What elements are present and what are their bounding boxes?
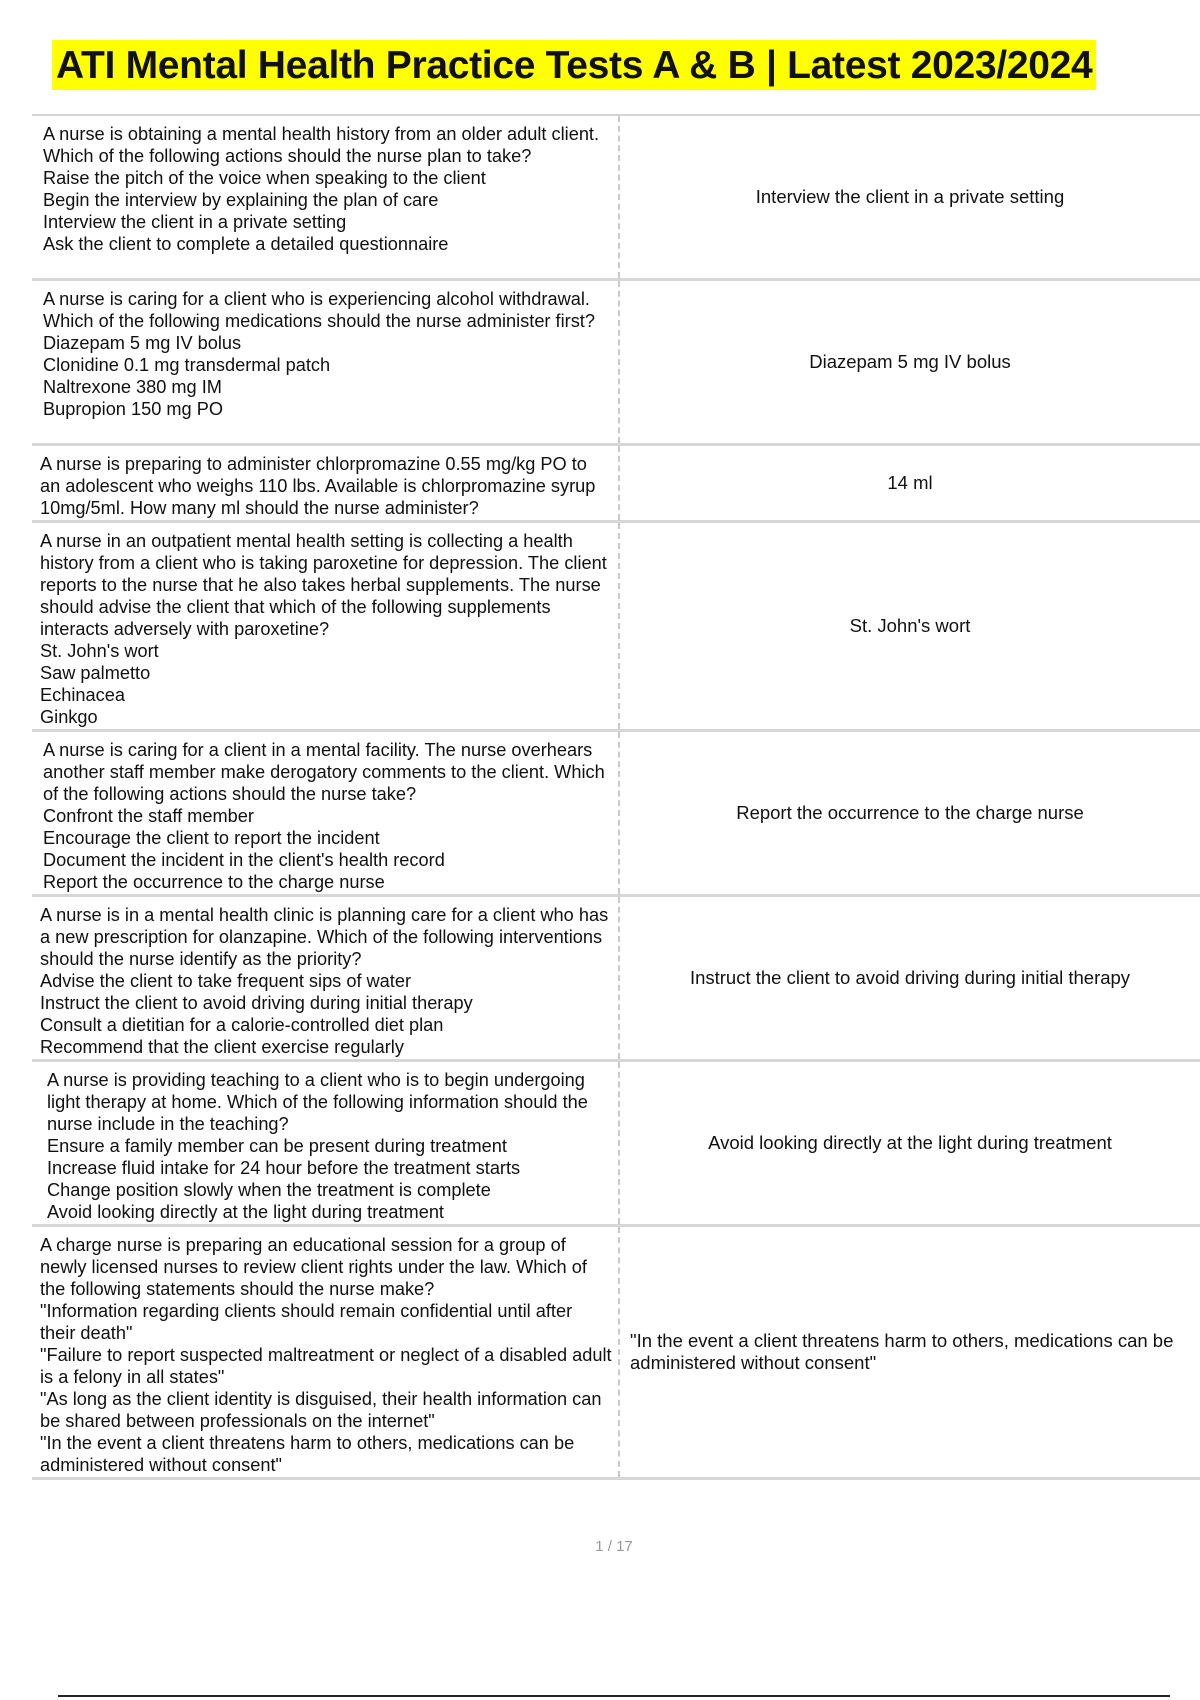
answer-option: Raise the pitch of the voice when speaking to the client xyxy=(43,168,486,188)
answer-cell xyxy=(620,523,1200,729)
document-title-text: ATI Mental Health Practice Tests A & B | Latest 2023/2024 xyxy=(56,43,1093,87)
answer-cell xyxy=(620,897,1200,1059)
answer-option: "As long as the client identity is disguised, their health information can be shared between professionals on the internet" xyxy=(40,1389,602,1431)
answer-cell xyxy=(620,116,1200,278)
question-stem: A nurse is obtaining a mental health history from an older adult client. Which of the following actions should the nurse plan to take? xyxy=(43,124,600,166)
question-stem: A nurse is caring for a client in a mental facility. The nurse overhears another staff member make derogatory comments to the client. Which of the following actions should the nurse take? xyxy=(43,740,605,804)
question-stem: A nurse is preparing to administer chlorpromazine 0.55 mg/kg PO to an adolescent who weighs 110 lbs. Available is chlorpromazine syrup 10mg/5ml. How many ml should the nurse administer? xyxy=(40,454,596,518)
answer-cell xyxy=(620,732,1200,894)
question-cell xyxy=(32,523,620,729)
correct-answer: Diazepam 5 mg IV bolus xyxy=(809,351,1011,372)
answer-option: Report the occurrence to the charge nurse xyxy=(43,872,385,892)
answer-option: Bupropion 150 mg PO xyxy=(43,399,223,419)
answer-option: Recommend that the client exercise regularly xyxy=(40,1037,404,1057)
correct-answer: 14 ml xyxy=(887,472,933,493)
answer-option: Interview the client in a private setting xyxy=(43,212,347,232)
answer-option: Document the incident in the client's health record xyxy=(43,850,445,870)
correct-answer: St. John's wort xyxy=(849,615,971,636)
answer-option: "Information regarding clients should remain confidential until after their death" xyxy=(40,1301,573,1343)
correct-answer: Interview the client in a private setting xyxy=(755,186,1065,207)
answer-option: Consult a dietitian for a calorie-controlled diet plan xyxy=(40,1015,444,1035)
answer-cell xyxy=(620,1062,1200,1224)
answer-option: Ensure a family member can be present during treatment xyxy=(47,1136,507,1156)
question-stem: A nurse is providing teaching to a client who is to begin undergoing light therapy at home. Which of the following information should the nurse include in the teaching? xyxy=(47,1070,588,1134)
question-cell xyxy=(32,116,620,278)
correct-answer: Instruct the client to avoid driving during initial therapy xyxy=(689,967,1131,988)
question-cell xyxy=(32,1227,620,1477)
qa-row-3 xyxy=(32,446,1200,523)
answer-option: Saw palmetto xyxy=(40,663,151,683)
question-cell xyxy=(32,1062,620,1224)
qa-row-8 xyxy=(32,1227,1200,1480)
question-cell xyxy=(32,446,620,520)
question-cell xyxy=(32,897,620,1059)
document-title xyxy=(52,40,1096,90)
qa-row-7 xyxy=(32,1062,1200,1227)
question-stem: A nurse is caring for a client who is experiencing alcohol withdrawal. Which of the following medications should the nurse administer first? xyxy=(43,289,595,331)
answer-cell xyxy=(620,1227,1200,1477)
correct-answer: "In the event a client threatens harm to others, medications can be administered without consent" xyxy=(630,1330,1174,1373)
answer-option: Echinacea xyxy=(40,685,125,705)
answer-option: Increase fluid intake for 24 hour before the treatment starts xyxy=(47,1158,521,1178)
qa-row-4 xyxy=(32,523,1200,732)
question-stem: A nurse in an outpatient mental health setting is collecting a health history from a client who is taking paroxetine for depression. The client reports to the nurse that he also takes herbal supplements. The nurse should advise the client that which of the following supplements interacts adversely with paroxetine? xyxy=(40,531,607,639)
answer-cell xyxy=(620,446,1200,520)
answer-option: Advise the client to take frequent sips of water xyxy=(40,971,412,991)
qa-row-5 xyxy=(32,732,1200,897)
footer-divider xyxy=(58,1695,1170,1697)
correct-answer: Report the occurrence to the charge nurse xyxy=(736,802,1084,823)
qa-row-2 xyxy=(32,281,1200,446)
question-stem: A nurse is in a mental health clinic is planning care for a client who has a new prescription for olanzapine. Which of the following interventions should the nurse identify as the priority? xyxy=(40,905,609,969)
answer-option: Begin the interview by explaining the plan of care xyxy=(43,190,439,210)
answer-option: Avoid looking directly at the light during treatment xyxy=(47,1202,444,1222)
answer-option: Change position slowly when the treatment is complete xyxy=(47,1180,491,1200)
answer-option: Confront the staff member xyxy=(43,806,254,826)
correct-answer: Avoid looking directly at the light during treatment xyxy=(708,1132,1112,1153)
answer-option: Instruct the client to avoid driving during initial therapy xyxy=(40,993,473,1013)
question-answer-table xyxy=(32,114,1200,1480)
question-stem: A charge nurse is preparing an educational session for a group of newly licensed nurses to review client rights under the law. Which of the following statements should the nurse make? xyxy=(40,1235,587,1299)
answer-option: Encourage the client to report the incident xyxy=(43,828,380,848)
answer-option: Ginkgo xyxy=(40,707,98,727)
qa-row-6 xyxy=(32,897,1200,1062)
answer-cell xyxy=(620,281,1200,443)
answer-option: Diazepam 5 mg IV bolus xyxy=(43,333,242,353)
answer-option: "Failure to report suspected maltreatment or neglect of a disabled adult is a felony in all states" xyxy=(40,1345,612,1387)
qa-row-1 xyxy=(32,116,1200,281)
answer-option: St. John's wort xyxy=(40,641,159,661)
answer-option: Ask the client to complete a detailed questionnaire xyxy=(43,234,449,254)
answer-option: Clonidine 0.1 mg transdermal patch xyxy=(43,355,331,375)
question-cell xyxy=(32,732,620,894)
page-indicator: 1 / 17 xyxy=(595,1538,633,1555)
answer-option: Naltrexone 380 mg IM xyxy=(43,377,222,397)
answer-option: "In the event a client threatens harm to others, medications can be administered without consent" xyxy=(40,1433,575,1475)
question-cell xyxy=(32,281,620,443)
